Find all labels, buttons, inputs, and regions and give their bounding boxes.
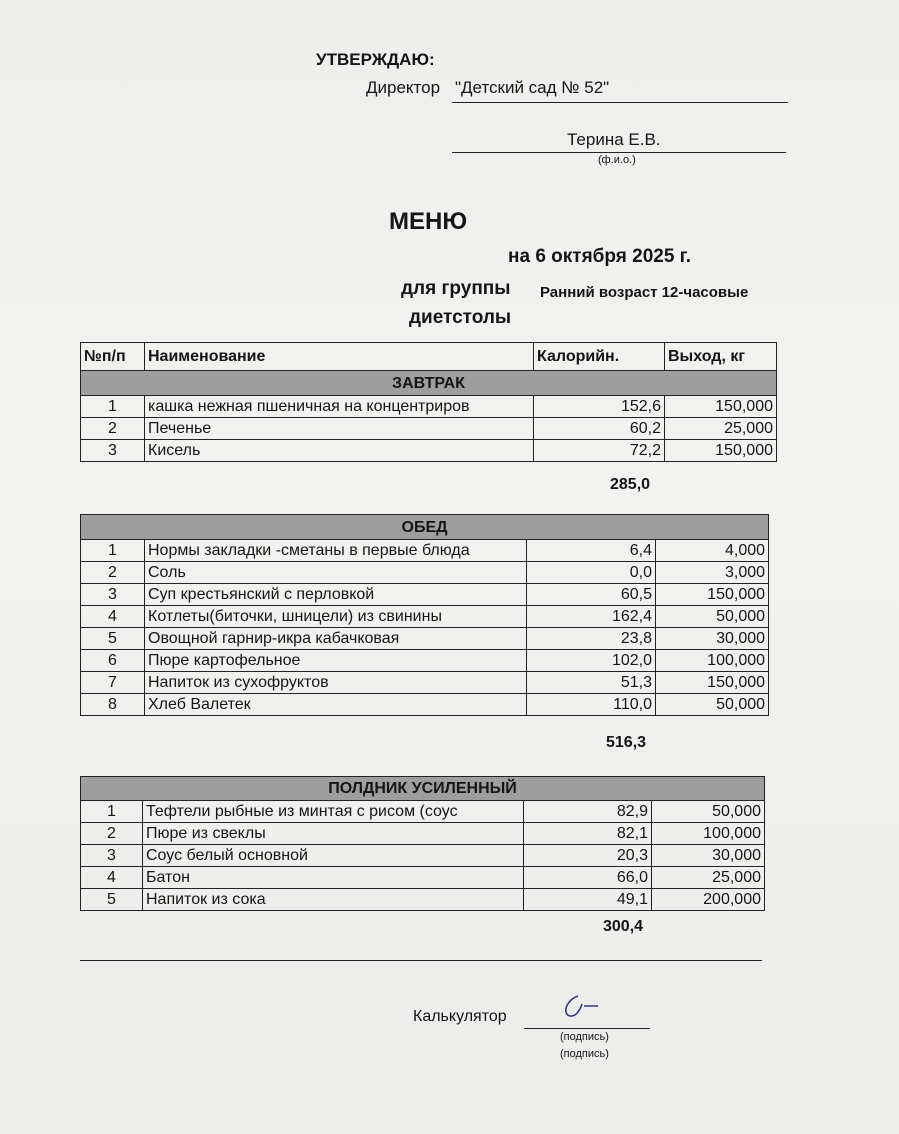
dish-name: Нормы закладки -сметаны в первые блюда — [145, 540, 527, 562]
group-name: Ранний возраст 12-часовые — [540, 284, 749, 301]
dish-kcal: 20,3 — [524, 845, 652, 867]
section-title-breakfast: ЗАВТРАК — [81, 371, 777, 396]
table-row — [81, 650, 769, 672]
dish-kcal: 51,3 — [527, 672, 656, 694]
col-output: Выход, кг — [665, 343, 777, 371]
diet-label: диетстолы — [409, 307, 512, 328]
dish-name: Овощной гарнир-икра кабачковая — [145, 628, 527, 650]
dish-name: Пюре из свеклы — [143, 823, 524, 845]
table-row — [81, 672, 769, 694]
snack-table — [80, 776, 765, 911]
row-number: 3 — [81, 584, 145, 606]
org-underline — [452, 102, 788, 103]
dish-name: Напиток из сухофруктов — [145, 672, 527, 694]
snack-total: 300,4 — [603, 918, 644, 935]
calc-label: Калькулятор — [413, 1008, 507, 1025]
section-title-lunch: ОБЕД — [81, 515, 769, 540]
section-header-row — [81, 515, 769, 540]
table-row — [81, 867, 765, 889]
dish-kcal: 162,4 — [527, 606, 656, 628]
table-row — [81, 396, 777, 418]
section-title-snack: ПОЛДНИК УСИЛЕННЫЙ — [81, 777, 765, 801]
director-label: Директор — [366, 78, 441, 97]
row-number: 7 — [81, 672, 145, 694]
dish-name: Соус белый основной — [143, 845, 524, 867]
lunch-table — [80, 514, 769, 716]
row-number: 3 — [81, 845, 143, 867]
dish-kcal: 110,0 — [527, 694, 656, 716]
dish-output: 30,000 — [656, 628, 769, 650]
dish-output: 100,000 — [656, 650, 769, 672]
dish-kcal: 66,0 — [524, 867, 652, 889]
table-header-row — [81, 343, 777, 371]
table-row — [81, 694, 769, 716]
dish-name: Кисель — [145, 440, 534, 462]
dish-output: 50,000 — [656, 606, 769, 628]
dish-kcal: 152,6 — [534, 396, 665, 418]
dish-output: 3,000 — [656, 562, 769, 584]
col-name: Наименование — [145, 343, 534, 371]
row-number: 2 — [81, 823, 143, 845]
table-row — [81, 584, 769, 606]
dish-name: Суп крестьянский с перловкой — [145, 584, 527, 606]
row-number: 8 — [81, 694, 145, 716]
table-row — [81, 628, 769, 650]
dish-kcal: 72,2 — [534, 440, 665, 462]
group-label: для группы — [401, 278, 511, 299]
dish-output: 50,000 — [656, 694, 769, 716]
dish-output: 150,000 — [656, 584, 769, 606]
dish-name: Тефтели рыбные из минтая с рисом (соус — [143, 801, 524, 823]
dish-kcal: 102,0 — [527, 650, 656, 672]
menu-date: на 6 октября 2025 г. — [508, 246, 691, 267]
dish-name: Напиток из сока — [143, 889, 524, 911]
row-number: 5 — [81, 628, 145, 650]
dish-kcal: 60,5 — [527, 584, 656, 606]
dish-output: 25,000 — [665, 418, 777, 440]
dish-name: Батон — [143, 867, 524, 889]
row-number: 2 — [81, 418, 145, 440]
row-number: 5 — [81, 889, 143, 911]
table-row — [81, 801, 765, 823]
dish-kcal: 6,4 — [527, 540, 656, 562]
dish-name: Соль — [145, 562, 527, 584]
table-row — [81, 845, 765, 867]
menu-title: МЕНЮ — [389, 208, 468, 235]
table-row — [81, 562, 769, 584]
row-number: 4 — [81, 867, 143, 889]
dish-name: Котлеты(биточки, шницели) из свинины — [145, 606, 527, 628]
section-header-row — [81, 371, 777, 396]
col-kcal: Калорийн. — [534, 343, 665, 371]
dish-output: 25,000 — [652, 867, 765, 889]
dish-output: 100,000 — [652, 823, 765, 845]
org-name: "Детский сад № 52" — [455, 78, 610, 97]
lunch-total: 516,3 — [606, 734, 647, 751]
dish-kcal: 82,1 — [524, 823, 652, 845]
row-number: 1 — [81, 540, 145, 562]
col-number: №п/п — [81, 343, 145, 371]
footer-divider — [80, 960, 762, 961]
dish-output: 50,000 — [652, 801, 765, 823]
dish-kcal: 82,9 — [524, 801, 652, 823]
table-row — [81, 889, 765, 911]
dish-name: Хлеб Валетек — [145, 694, 527, 716]
dish-kcal: 23,8 — [527, 628, 656, 650]
dish-kcal: 60,2 — [534, 418, 665, 440]
row-number: 4 — [81, 606, 145, 628]
calculator-signature — [554, 990, 604, 1024]
row-number: 1 — [81, 396, 145, 418]
section-header-row — [81, 777, 765, 801]
row-number: 6 — [81, 650, 145, 672]
director-underline — [452, 152, 786, 153]
table-row — [81, 418, 777, 440]
sign-caption-2: (подпись) — [560, 1048, 609, 1060]
dish-output: 4,000 — [656, 540, 769, 562]
breakfast-total: 285,0 — [610, 476, 651, 493]
dish-name: Пюре картофельное — [145, 650, 527, 672]
signature-underline — [524, 1028, 650, 1029]
director-name: Терина Е.В. — [567, 130, 661, 149]
sign-caption-1: (подпись) — [560, 1031, 609, 1043]
fio-caption: (ф.и.о.) — [598, 154, 636, 166]
row-number: 3 — [81, 440, 145, 462]
dish-output: 150,000 — [656, 672, 769, 694]
dish-output: 200,000 — [652, 889, 765, 911]
dish-output: 30,000 — [652, 845, 765, 867]
dish-output: 150,000 — [665, 440, 777, 462]
dish-kcal: 49,1 — [524, 889, 652, 911]
breakfast-table — [80, 342, 777, 462]
dish-name: кашка нежная пшеничная на концентриров — [145, 396, 534, 418]
dish-output: 150,000 — [665, 396, 777, 418]
dish-name: Печенье — [145, 418, 534, 440]
table-row — [81, 440, 777, 462]
table-row — [81, 540, 769, 562]
row-number: 2 — [81, 562, 145, 584]
row-number: 1 — [81, 801, 143, 823]
dish-kcal: 0,0 — [527, 562, 656, 584]
approval-title: УТВЕРЖДАЮ: — [316, 50, 435, 69]
table-row — [81, 606, 769, 628]
table-row — [81, 823, 765, 845]
